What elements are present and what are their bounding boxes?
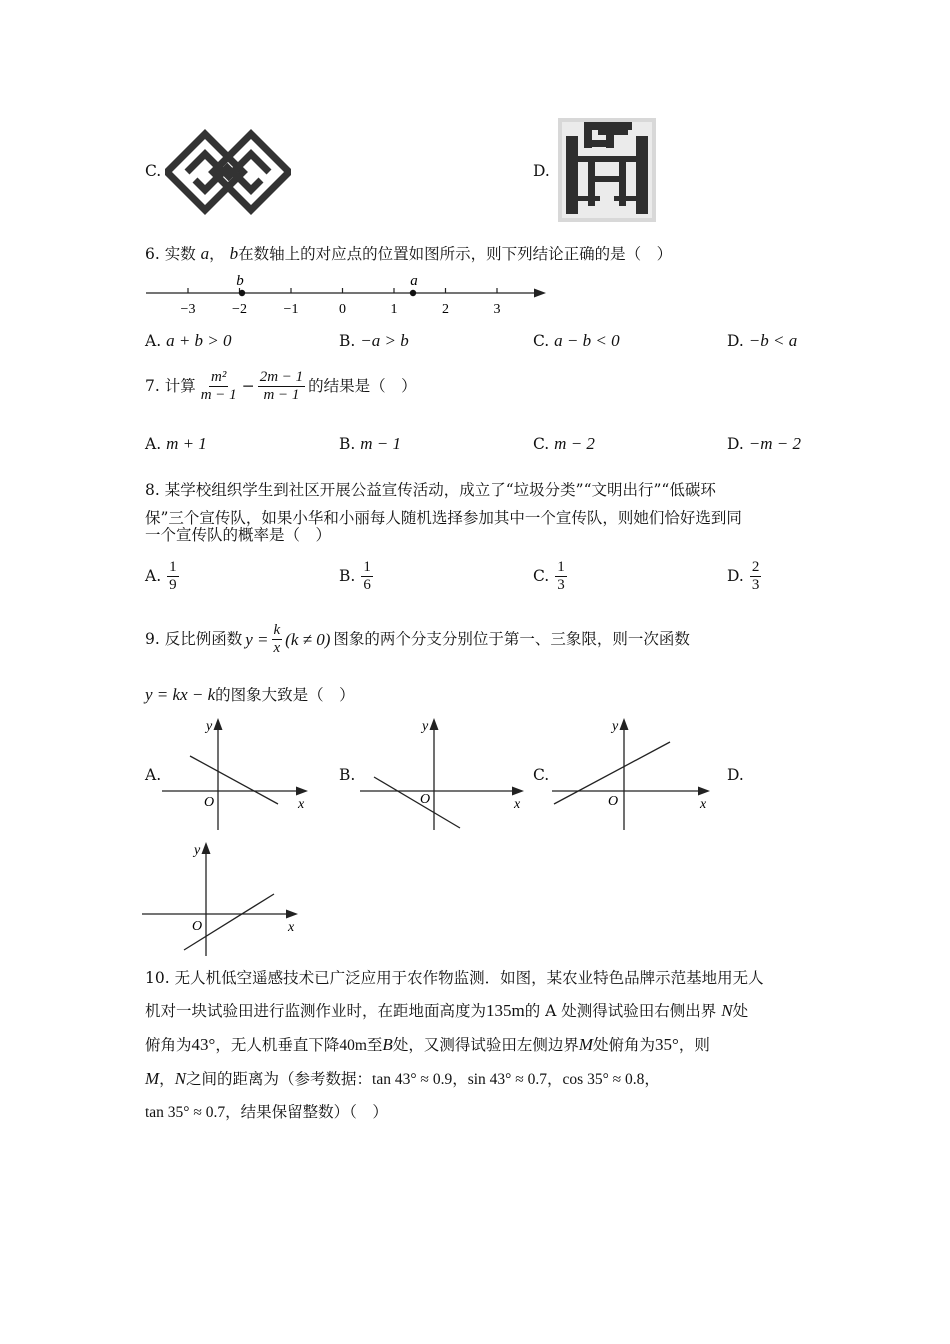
number-line-tick-label: 0 — [339, 302, 346, 317]
svg-text:y: y — [194, 843, 201, 858]
q8-option-a[interactable]: A. $\frac{1}{9}$ — [145, 559, 177, 594]
number-line-tick-label: −2 — [232, 302, 247, 317]
number-line-tick-label: −3 — [180, 302, 196, 317]
q10-line-3: 俯角为43°，无人机垂直下降40m至B处，又测得试验田左侧边界M处俯角为35°，则 — [145, 1035, 710, 1054]
seal-character-image — [558, 118, 656, 222]
q9-option-d-label[interactable]: D. — [727, 766, 744, 784]
svg-text:O: O — [204, 795, 215, 810]
number-line-tick-label: −1 — [283, 302, 299, 317]
q8-option-c[interactable]: C. $\frac{1}{3}$ — [533, 559, 565, 594]
option-d-label: D. — [533, 162, 550, 180]
q6-option-a[interactable]: A. a + b > 0 — [145, 331, 232, 350]
q7-option-a[interactable]: A. m + 1 — [145, 434, 207, 453]
q9-stem: 9. 反比例函数 y = $\frac{k}{x}$ (k ≠ 0) 图象的两个分支分别位于第一、三象限，则一次函数 — [145, 622, 690, 657]
q6-option-d[interactable]: D. −b < a — [727, 331, 798, 350]
q9-option-b-label[interactable]: B. — [339, 766, 356, 784]
svg-text:y: y — [422, 719, 429, 734]
q7-option-b[interactable]: B. m − 1 — [339, 434, 402, 453]
q8-line-2: 保”三个宣传队，如果小华和小丽每人随机选择参加其中一个宣传队，则她们恰好选到同 — [145, 509, 742, 527]
q6-stem: 6. 实数 a， b在数轴上的对应点的位置如图所示，则下列结论正确的是（ ） — [145, 244, 673, 263]
point-a-label: a — [410, 273, 418, 289]
svg-text:x: x — [298, 797, 305, 812]
q9-graph-c[interactable] — [550, 712, 716, 832]
q6-option-b[interactable]: B. −a > b — [339, 331, 409, 350]
q7-option-c[interactable]: C. m − 2 — [533, 434, 595, 453]
q10-line-2: 机对一块试验田进行监测作业时，在距地面高度为135m的 A 处测得试验田右侧出界 N处 — [145, 1001, 749, 1020]
q9-option-c-label[interactable]: C. — [533, 766, 550, 784]
number-line-tick-label: 1 — [390, 302, 398, 317]
svg-text:O: O — [420, 792, 431, 807]
q9-option-a-label[interactable]: A. — [145, 766, 162, 784]
q9-graph-a[interactable] — [160, 712, 310, 832]
q6-option-c[interactable]: C. a − b < 0 — [533, 331, 620, 350]
knot-logo-image — [165, 128, 291, 223]
point-a — [410, 290, 416, 296]
q9-graph-b[interactable] — [358, 712, 528, 832]
q7-option-d[interactable]: D. −m − 2 — [727, 434, 801, 453]
svg-text:y: y — [612, 719, 619, 734]
svg-text:x: x — [700, 797, 707, 812]
q10-line-4: M，N之间的距离为（参考数据：tan 43° ≈ 0.9，sin 43° ≈ 0.7，cos 35° ≈ 0.8， — [145, 1069, 660, 1088]
q8-option-d[interactable]: D. $\frac{2}{3}$ — [727, 559, 760, 594]
q7-fraction-1: $\frac{\text{m²}}{m - 1}$ — [200, 369, 237, 404]
q7-stem: 7. 计算 $\frac{\text{m²}}{m - 1}$ − $\frac{2m - 1}{m - 1}$ 的结果是（ ） — [145, 369, 417, 404]
point-b-label: b — [236, 273, 244, 289]
svg-text:O: O — [608, 794, 619, 809]
svg-text:y: y — [206, 719, 213, 734]
q8-option-b[interactable]: B. $\frac{1}{6}$ — [339, 559, 371, 594]
option-c-label: C. — [145, 162, 162, 180]
q10-line-1: 10. 无人机低空遥感技术已广泛应用于农作物监测．如图，某农业特色品牌示范基地用无人 — [145, 969, 764, 987]
q9-graph-d[interactable] — [140, 838, 306, 958]
q9-line-2: y = kx − k的图象大致是（ ） — [145, 685, 355, 704]
q7-fraction-2: $\frac{2m - 1}{m - 1}$ — [259, 369, 304, 404]
graph-line — [374, 777, 460, 828]
q9-fraction: $\frac{k}{x}$ — [273, 622, 281, 657]
svg-text:x: x — [514, 797, 521, 812]
point-b — [239, 290, 245, 296]
svg-text:x: x — [288, 920, 295, 935]
number-line-tick-label: 2 — [442, 302, 449, 317]
q8-line-1: 8. 某学校组织学生到社区开展公益宣传活动，成立了“垃圾分类”“文明出行”“低碳环 — [145, 481, 716, 499]
number-line-tick-label: 3 — [493, 302, 501, 317]
q10-line-5: tan 35° ≈ 0.7，结果保留整数）（ ） — [145, 1103, 388, 1121]
svg-text:O: O — [192, 919, 203, 934]
q8-line-3: 一个宣传队的概率是（ ） — [145, 526, 332, 544]
number-line — [140, 272, 560, 322]
